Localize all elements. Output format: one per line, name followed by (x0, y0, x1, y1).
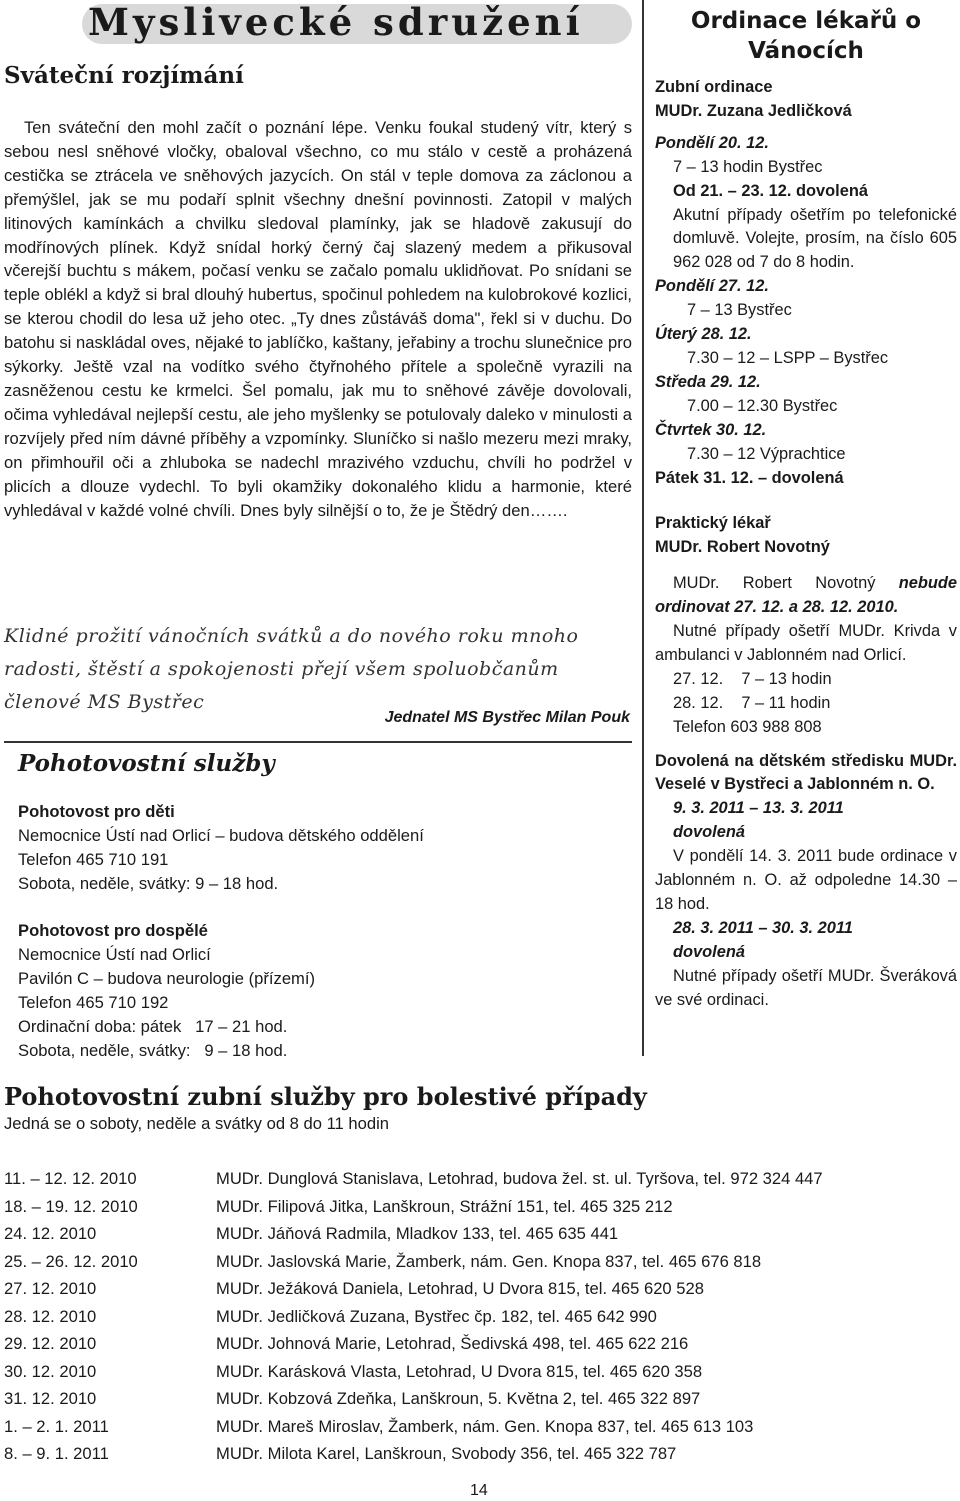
gp-note (655, 572, 957, 620)
table-date: 18. – 19. 12. 2010 (4, 1196, 138, 1216)
emergency-title: Pohotovostní služby (18, 750, 275, 777)
table-doctor: MUDr. Filipová Jitka, Lanškroun, Strážní 151, tel. 465 325 212 (216, 1196, 673, 1216)
table-doctor: MUDr. Milota Karel, Lanškroun, Svobody 356, tel. 465 322 787 (216, 1444, 677, 1463)
acute-note: Akutní případy ošetřím po telefonické domluvě. Volejte, prosím, na číslo 605 962 028 od 7 do 8 hodin. (673, 205, 957, 272)
table-doctor: MUDr. Karásková Vlasta, Letohrad, U Dvora 815, tel. 465 620 358 (216, 1361, 703, 1381)
column-divider (642, 0, 644, 1056)
day-heading: Úterý 28. 12. (655, 325, 752, 344)
table-date: 25. – 26. 12. 2010 (4, 1251, 138, 1271)
adult-emergency (18, 919, 315, 1062)
table-date: 31. 12. 2010 (4, 1389, 97, 1408)
gp-doctor: MUDr. Robert Novotný (655, 538, 830, 557)
article-paragraph: Ten sváteční den mohl začít o poznání lépe. Venku foukal studený vítr, který s sebou nesl sněhové vločky, obaloval všechno, co mu stálo v cestě a proházená cestička se ztrácela ve sněhových jazycích. On stál v teple domova za záclonou a přemýšlel, jak se mu podaří splnit všechny dnešní povinnosti. Zatopil v malých litinových kamínkách a chvilku sledoval plamínky, jak se hladově zakusují do modřínových plínek. Když snídal horký černý čaj slazený medem a přikusoval včerejší buchtu s mákem, počasí venku se začalo pomalu uklidňovat. Po snídani se teple oblékl a když si bral dlouhý hubertus, spočinul pohledem na kulobrokové kozlici, se kterou chodil do lesa už jeho otec. „Ty dnes zůstáváš doma", řekl si v duchu. Do batohu si naskládal oves, nějaké to jablíčko, kaštany, jeřabiny a trochu slunečnice pro sýkorky. Ještě vzal na vodítko svého čtyřnohého přítele a společně vyrazili na zasněženou cestu ke krmelci. Šel pomalu, jak mu to sněhové závěje dovolovali, očima vyhledával nejlepší cestu, ale jeho myšlenky se potulovaly daleko v minulosti a rozvíjely před ním dávné příběhy a vzpomínky. Sluníčko si našlo mezeru mezi mraky, on přimhouřil oči a zhluboka se nadechl mrazivého vzduchu, chvíli ho podržel v plicích a dlouze vydechl. To byli okamžiky dokonalého klidu a harmonie, které vyhledával v každé volné chvíli. Dnes byly silnější o to, že je Štědrý den……. (4, 118, 632, 520)
gp-substitute: Nutné případy ošetří MUDr. Krivda v ambulanci v Jablonném nad Orlicí. (655, 622, 957, 664)
day-heading: Pondělí 27. 12. (655, 277, 769, 296)
info-line: Sobota, neděle, svátky: 9 – 18 hod. (18, 1040, 288, 1060)
dental-emergency-title: Pohotovostní zubní služby pro bolestivé případy (4, 1082, 647, 1111)
vacation-note: Nutné případy ošetří MUDr. Šveráková ve své ordinaci. (655, 966, 957, 1009)
table-doctor: MUDr. Johnová Marie, Letohrad, Šedivská 498, tel. 465 622 216 (216, 1334, 689, 1353)
table-doctor: MUDr. Mareš Miroslav, Žamberk, nám. Gen. Knopa 837, tel. 465 613 103 (216, 1416, 754, 1436)
table-row (4, 1440, 823, 1468)
vacation-note: V pondělí 14. 3. 2011 bude ordinace v Jablonném n. O. až odpoledne 14.30 – 18 hod. (655, 847, 957, 913)
info-line: Telefon 465 710 192 (18, 992, 169, 1012)
gp-hours: 28. 12. 7 – 11 hodin (673, 693, 831, 712)
table-row (4, 1385, 823, 1413)
children-heading: Pohotovost pro děti (18, 802, 175, 821)
pediatric-label: Dovolená na dětském středisku MUDr. Veselé v Bystřeci a Jablonném n. O. (655, 751, 957, 794)
gp-label: Praktický lékař (655, 514, 771, 533)
day-heading: Pátek 31. 12. – dovolená (655, 468, 844, 487)
hours: 7.00 – 12.30 Bystřec (687, 396, 838, 415)
table-date: 30. 12. 2010 (4, 1361, 97, 1381)
dental-label: Zubní ordinace (655, 78, 773, 96)
table-row (4, 1303, 823, 1331)
info-line: Pavilón C – budova neurologie (přízemí) (18, 968, 316, 988)
gp-hours: 27. 12. 7 – 13 hodin (673, 669, 832, 688)
table-doctor: MUDr. Jaslovská Marie, Žamberk, nám. Gen. Knopa 837, tel. 465 676 818 (216, 1251, 762, 1271)
table-doctor: MUDr. Jedličková Zuzana, Bystřec čp. 182, tel. 465 642 990 (216, 1306, 657, 1326)
table-row (4, 1193, 823, 1221)
table-row (4, 1248, 823, 1276)
gp-phone: Telefon 603 988 808 (673, 717, 822, 736)
info-line: Telefon 465 710 191 (18, 849, 169, 869)
christmas-greeting: Klidné prožití vánočních svátků a do nového roku mnoho radosti, štěstí a spokojenosti přejí všem spoluobčanům členové MS Bystřec (4, 625, 579, 713)
dental-emergency-subtitle: Jedná se o soboty, neděle a svátky od 8 do 11 hodin (4, 1114, 390, 1133)
day-heading: Čtvrtek 30. 12. (655, 420, 767, 439)
table-doctor: MUDr. Ježáková Daniela, Letohrad, U Dvora 815, tel. 465 620 528 (216, 1279, 704, 1298)
article-body (4, 116, 632, 522)
table-row (4, 1330, 823, 1358)
gp-note-name: MUDr. Robert Novotný (673, 574, 876, 593)
dental-schedule-table (4, 1165, 823, 1468)
info-line: Sobota, neděle, svátky: 9 – 18 hod. (18, 873, 279, 893)
day-heading: Pondělí 20. 12. (655, 133, 769, 152)
table-doctor: MUDr. Dunglová Stanislava, Letohrad, budova žel. st. ul. Tyršova, tel. 972 324 447 (216, 1169, 823, 1188)
article-title: Sváteční rozjímání (4, 62, 244, 89)
vacation-dates: 28. 3. 2011 – 30. 3. 2011 (673, 918, 853, 937)
adults-heading: Pohotovost pro dospělé (18, 921, 208, 940)
vacation-dates: 9. 3. 2011 – 13. 3. 2011 (673, 799, 844, 818)
table-doctor: MUDr. Jáňová Radmila, Mladkov 133, tel. 465 635 441 (216, 1224, 619, 1243)
page-number: 14 (470, 1482, 488, 1499)
children-emergency (18, 800, 424, 896)
table-row (4, 1220, 823, 1248)
info-line: Nemocnice Ústí nad Orlicí – budova dětského oddělení (18, 825, 424, 845)
vacation-label: dovolená (673, 942, 745, 961)
info-line: Nemocnice Ústí nad Orlicí (18, 944, 211, 964)
hours: 7 – 13 Bystřec (687, 301, 792, 320)
table-row (4, 1275, 823, 1303)
info-line: Ordinační doba: pátek 17 – 21 hod. (18, 1016, 288, 1036)
sidebar-doctors (655, 0, 957, 1013)
gp-note-absence: nebude ordinovat 27. 12. a 28. 12. 2010. (655, 574, 957, 617)
table-date: 1. – 2. 1. 2011 (4, 1416, 109, 1436)
table-date: 29. 12. 2010 (4, 1334, 97, 1353)
divider (4, 741, 632, 743)
table-row (4, 1413, 823, 1441)
table-date: 24. 12. 2010 (4, 1224, 97, 1243)
signature: Jednatel MS Bystřec Milan Pouk (384, 709, 630, 726)
table-row (4, 1165, 823, 1193)
table-date: 28. 12. 2010 (4, 1306, 97, 1326)
holiday-note: Od 21. – 23. 12. dovolená (673, 181, 868, 200)
hours: 7.30 – 12 – LSPP – Bystřec (687, 348, 889, 367)
table-row (4, 1358, 823, 1386)
hours: 7 – 13 hodin Bystřec (673, 157, 823, 176)
table-date: 8. – 9. 1. 2011 (4, 1444, 109, 1463)
sidebar-title: Ordinace lékařů o Vánocích (690, 8, 922, 64)
vacation-label: dovolená (673, 823, 745, 842)
page-title: Myslivecké sdružení (88, 0, 584, 44)
dental-doctor: MUDr. Zuzana Jedličková (655, 101, 852, 120)
table-date: 27. 12. 2010 (4, 1279, 97, 1298)
hours: 7.30 – 12 Výprachtice (687, 444, 846, 463)
table-date: 11. – 12. 12. 2010 (4, 1169, 137, 1188)
table-doctor: MUDr. Kobzová Zdeňka, Lanškroun, 5. Května 2, tel. 465 322 897 (216, 1389, 701, 1408)
day-heading: Středa 29. 12. (655, 372, 761, 391)
